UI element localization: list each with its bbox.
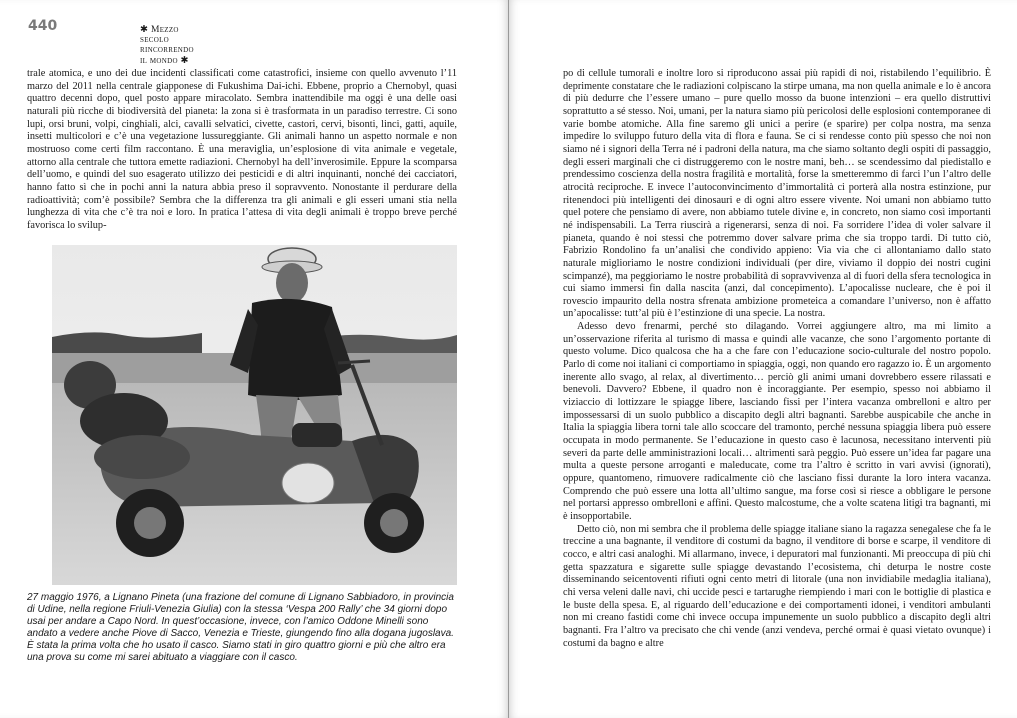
right-body-text <box>563 68 991 650</box>
left-running-head <box>140 24 194 66</box>
left-page <box>0 0 508 718</box>
left-body-text <box>27 68 457 233</box>
photo-caption: 27 maggio 1976, a Lignano Pineta (una frazione del comune di Lignano Sabbiadoro, in provincia di Udine, nella regione Friuli-Venezia Giulia) con la stessa ‘Vespa 200 Rally’ che 34 giorni dopo usai per andare a Capo Nord. In quest’occasione, invece, con l’amico Oddone Minelli sono andato a vedere anche Piove di Sacco, Venezia e Trieste, giungendo fino alla dogana jugoslava. È stata la prima volta che ho usato il casco. Siamo stati in giro quattro giorni e più che altro era una prova su come mi sarei abituato a viaggiare con il casco. <box>27 592 454 664</box>
left-page-number: 440 <box>28 18 58 34</box>
left-running-head-text: Mezzo secolo rincorrendo il mondo <box>140 25 194 66</box>
right-paragraph-3: Detto ciò, non mi sembra che il problema delle spiagge italiane siano la ragazza senegalese che fa le treccine a una bagnante, il venditore di costumi da bagno, il venditore di borse e scarpe, il venditore di cocco, e altri casi analoghi. Mi allarmano, invece, i depuratori mal funzionanti. Mi preoccupa di più chi getta spazzatura e sigarette sulle spiagge devastando l’ecosistema, chi deturpa le nostre coste disseminando seicentoventi rifiuti ogni cento metri di litorale (una non invidiabile medaglia italiana), chi versa veleni dalle navi, chi uccide pesci e tartarughe riempiendo i mari con le bottiglie di plastica e le buste della spesa. E, al riguardo dell’educazione e dei comportamenti idonei, i venditori ambulanti non mi creano fastidi come chi invece occupa impunemente un suolo pubblico a discapito degli altri bagnanti. Fra l’altro va precisato che chi vende (anzi vendeva, perché ormai è quasi vietato ovunque) i costumi da bagno e altre <box>563 523 991 649</box>
left-paragraph: trale atomica, e uno dei due incidenti classificati come catastrofici, insieme con quello avvenuto l’11 marzo del 2011 nella centrale giapponese di Fukushima Dai-ichi. Ebbene, proprio a Chernobyl, quasi quattro decenni dopo, quel posto appare miracolato. Sembra inattendibile ma oggi è una delle oasi naturali più ricche di biodiversità del pianeta: la zona si è trasformata in un paradiso terrestre. Ci sono lupi, orsi bruni, volpi, cinghiali, alci, cavalli selvatici, civette, castori, cervi, bisonti, linci, gatti, aquile, insetti multicolori e c’è una vegetazione lussureggiante. Gli animali hanno un aspetto normale e non mostruoso come certi film raccontano. È una meraviglia, un’esplosione di vita animale e vegetale, attorno alla centrale che tuttora emette radiazioni. Chernobyl ha dell’inverosimile. Eppure la scomparsa dell’uomo, e quindi del suo esagerato utilizzo dei pesticidi e di altri inquinanti, nonché dei cacciatori, hanno fatto sì che in pochi anni la natura abbia preso il sopravvento. Nonostante il perdurare della radioattività; com’è possibile? Sembra che la differenza tra gli animali e gli esseri umani stia nella lunghezza di vita che c’è tra noi e loro. In pratica l’attesa di vita degli animali è troppo breve perché favorisca lo svilup- <box>27 68 457 231</box>
right-page <box>509 0 1017 718</box>
right-paragraph-2: Adesso devo frenarmi, perché sto dilagando. Vorrei aggiungere altro, ma mi limito a un’osservazione riferita al turismo di massa e quindi alle vacanze, che sono l’argomento portante di questo volume. Dico qualcosa che ha a che fare con l’educazione socio-culturale del nostro popolo. Parlo di come noi italiani ci comportiamo in spiaggia, oggi, non quando ero ragazzo io. È un argomento inerente allo svago, al relax, al divertimento… perciò gli animi umani dovrebbero essere rilassati e benevoli. Davvero? Ebbene, il quadro non è incoraggiante. Per esempio, spesso noi abbiamo il viziaccio di lottizzare le spiagge libere, lasciando fissi per l’intera vacanza ombrelloni e altro per impossessarsi di un suolo pubblico a discapito degli altri bagnanti. Sarebbe auspicabile che anche in Italia la spiaggia libera torni tale allo scoccare del tramonto, perché nessuna spiaggia libera può essere occupata in modo permanente. Se l’educazione in questo caso è lacunosa, necessitano interventi più severi da parte delle amministrazioni locali… altrimenti sarà peggio. Può essere un’idea far pagare una multa a queste persone arroganti e maleducate, come tra l’altro è scritto in vari avvisi (ignorati), oppure, quantomeno, rimuovere radicalmente ciò che lasciano fissi durante la loro intera vacanza. Comprendo che può essere una lotta all’ultimo sangue, ma forse così si riesce a obbligare le persone nel portarsi appresso ombrelloni e affini. Questo malcostume, che a volte scatena litigi tra bagnanti, mi è insopportabile. <box>563 321 991 522</box>
ornament-icon: ✱ <box>180 56 189 66</box>
right-paragraph-1: po di cellule tumorali e inoltre loro si riproducono assai più rapidi di noi, ristabilendo l’equilibrio. È deprimente constatare che le radiazioni colpiscano la stirpe umana, ma non quella animale e lo è ancora di più dedurre che l’essere umano – pure quello mosso da buone intenzioni – era quello distruttivi soprattutto a sé stesso. Noi, umani, per la natura siamo più pericolosi delle esplosioni contemporanee di varie bombe atomiche. Alla fine saremo gli unici a perire (e sparire) per colpa nostra, ma senza impedire lo sviluppo futuro della vita di flora e fauna. Se ci si rendesse conto più spesso che noi non siamo né i signori della Terra né i padroni della natura, ma che siamo soltanto degli ospiti di passaggio, degli esseri marginali che ci distruggeremo con le nostre mani, beh… se scendessimo dal piedistallo e prendessimo coscienza della nostra fragilità e mortalità, forse la smetteremmo di farci l’un l’altro delle atrocità reciproche. E invece l’autoconvincimento d’immortalità ci porterà alla nostra estinzione, pur ritenendoci più intelligenti dei dinosauri e di ogni altro essere vivente. Noi umani non abbiamo tutto quel potere che pensiamo di avere, non abbiamo tutele divine e, in concreto, non siamo così importanti né indispensabili. La Terra riuscirà a rigenerarsi, senza di noi. Fa sorridere l’idea di voler salvare il pianeta, quando è noi stessi che potremmo dover salvare prima che sia troppo tardi. Di tutto ciò, Fabrizio Rondolino fa un’analisi che condivido appieno: Via via che ci allontaniamo dallo stato naturale miglioriamo le nostre condizioni individuali (per dire, viviamo il doppio dei nostri cugini scimpanzé), ma peggioriamo le nostre probabilità di sopravvivenza al di fuori della sfera tecnologica in cui siamo immersi fin dalla nascita (anzi, dal concepimento). L’apocalisse nucleare, che è poi il rovescio impaurito della nostra sfrenata ambizione prometeica a comandare l’universo, non è affatto un’apocalisse: tutt’al più è l’estinzione di una specie. La nostra. <box>563 68 991 320</box>
photo-vespa-lignano <box>52 245 457 585</box>
ornament-icon: ✱ <box>140 25 149 35</box>
